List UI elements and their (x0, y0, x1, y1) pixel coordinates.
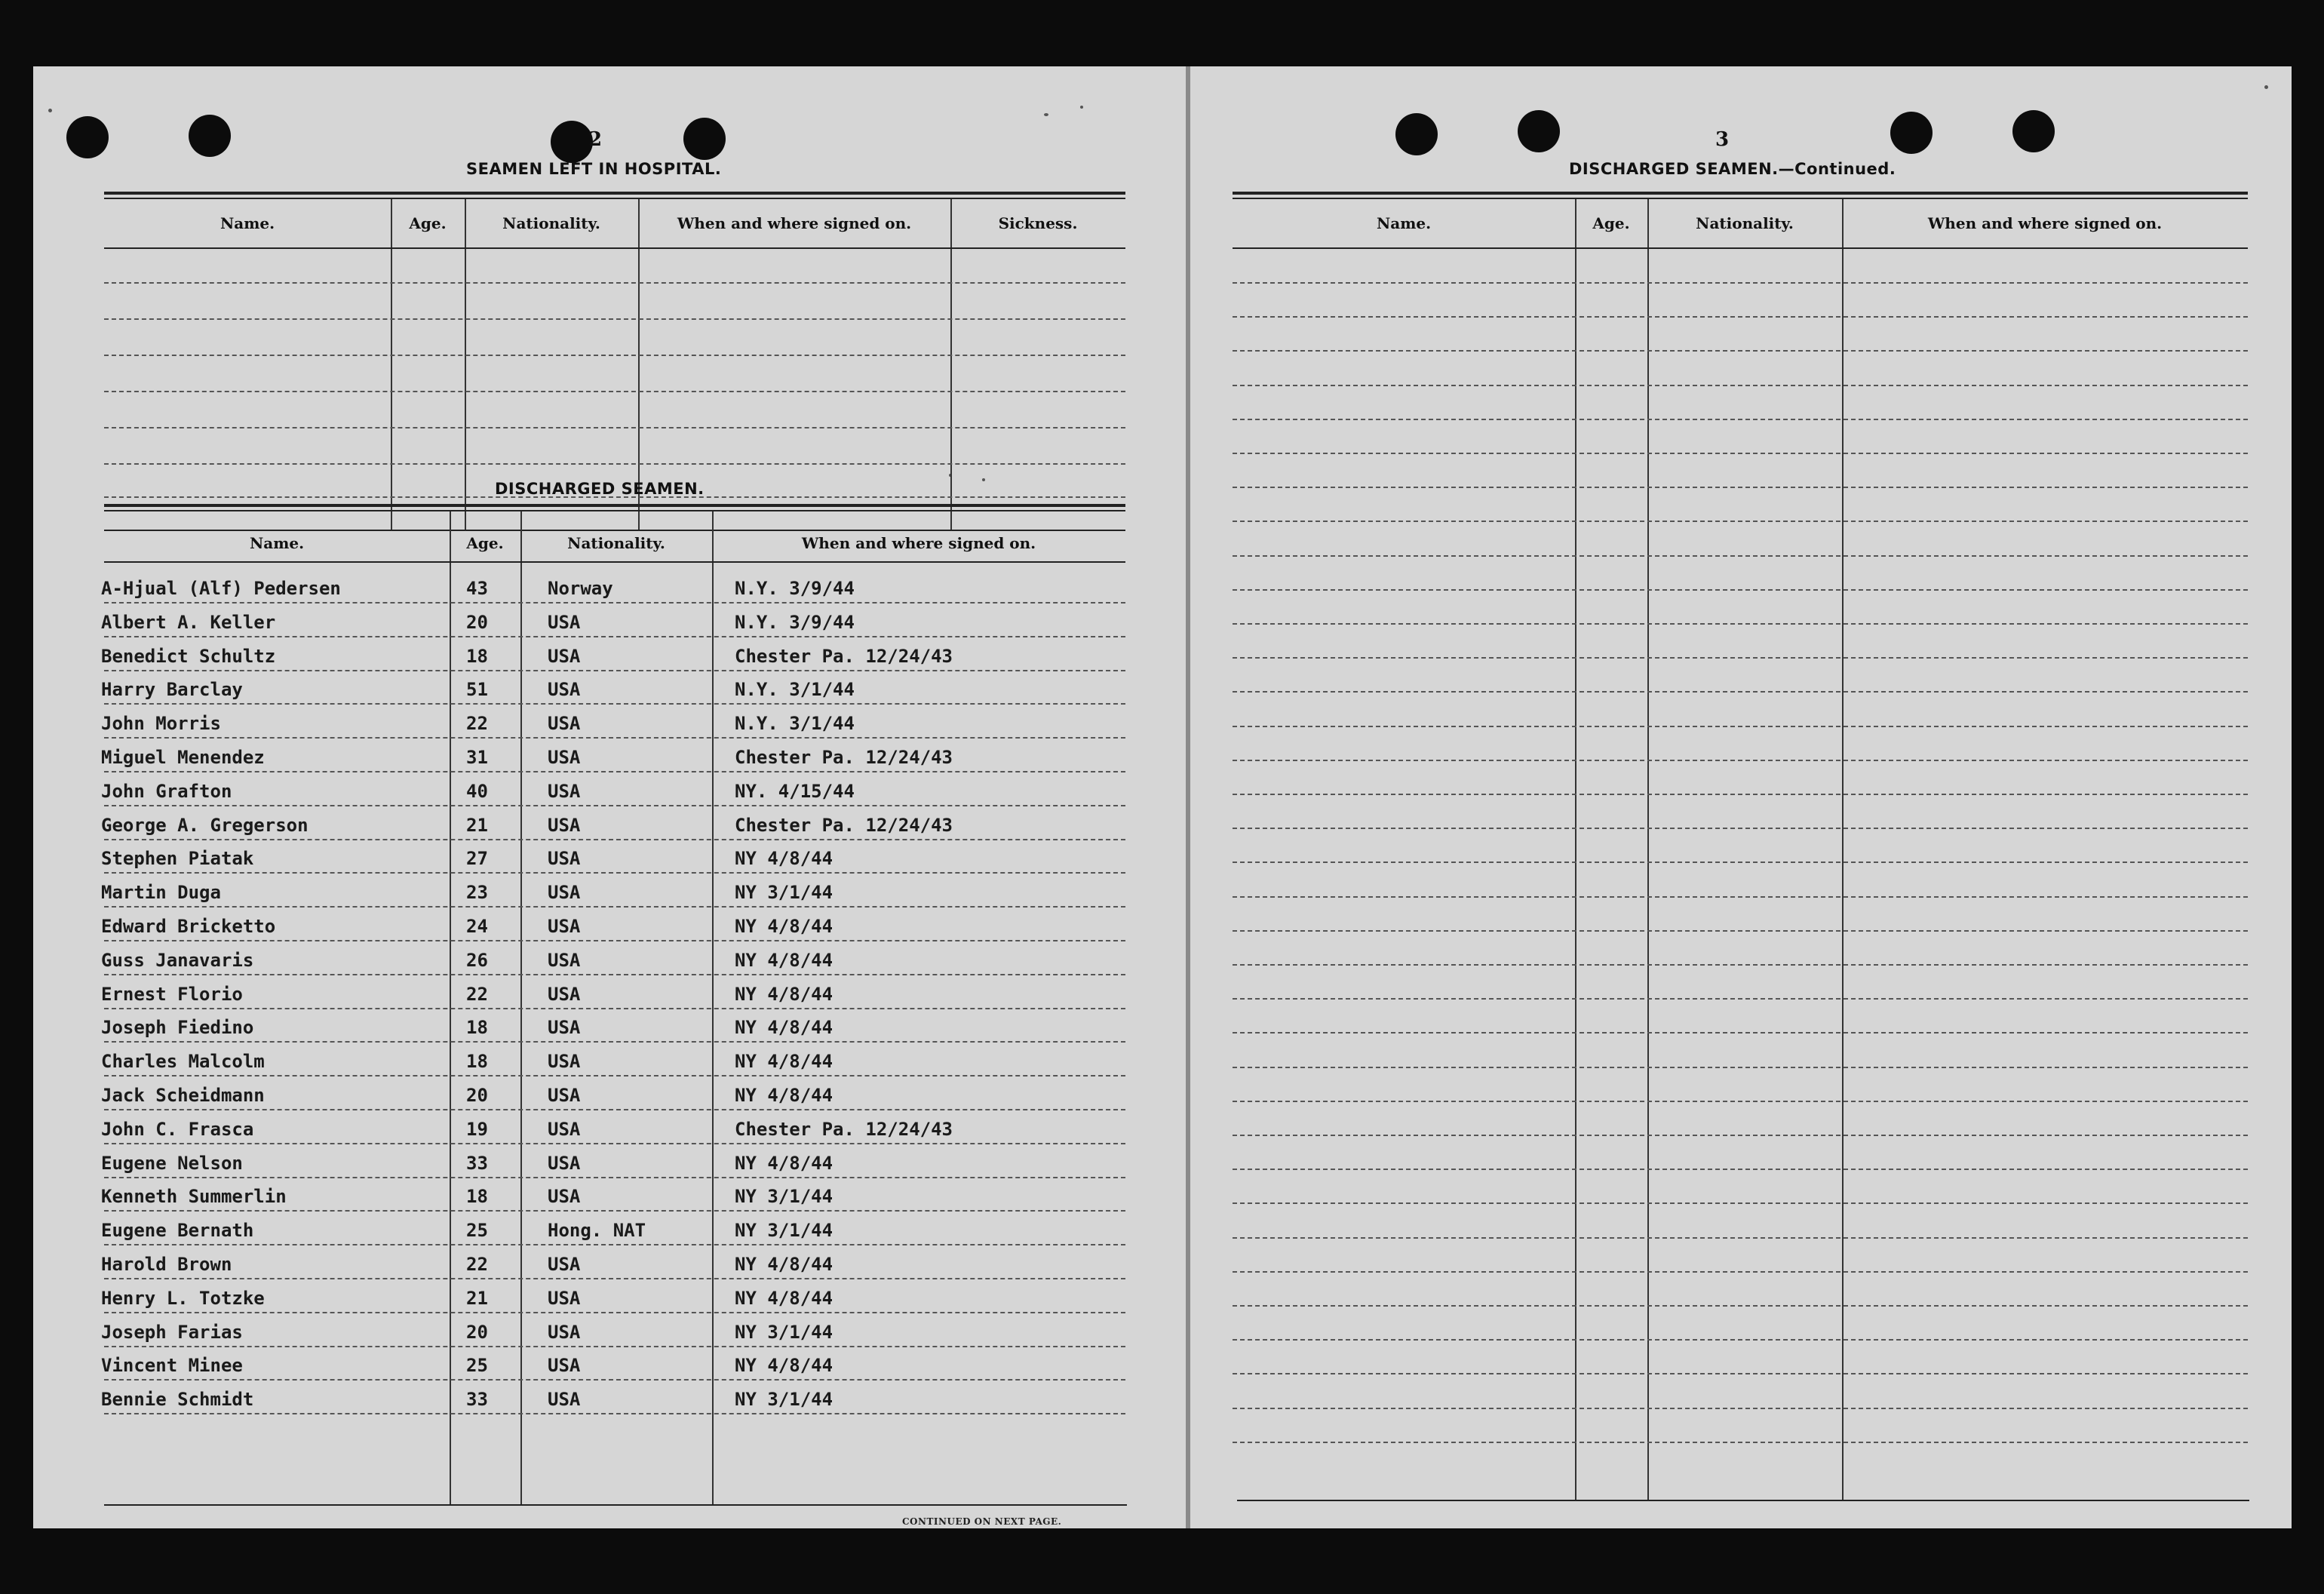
table-row (33, 741, 1127, 774)
entry-line (104, 805, 1125, 806)
seaman-nationality: USA (548, 1254, 581, 1275)
rule (1237, 1500, 2249, 1501)
seaman-name: George A. Gregerson (101, 815, 309, 836)
entry-line (104, 974, 1125, 975)
entry-line (1233, 1067, 2248, 1068)
entry-line (1233, 794, 2248, 795)
seaman-nationality: USA (548, 1355, 581, 1376)
seaman-name: Joseph Farias (101, 1322, 243, 1343)
seaman-age: 20 (466, 612, 488, 633)
entry-line (104, 1177, 1125, 1178)
continued-footer: CONTINUED ON NEXT PAGE. (902, 1516, 1062, 1527)
discharged-section-title: DISCHARGED SEAMEN. (495, 480, 705, 498)
page-fold (1186, 66, 1190, 1528)
entry-line (1233, 1442, 2248, 1443)
seaman-signed-on: NY 4/8/44 (735, 1288, 834, 1309)
entry-line (1233, 1237, 2248, 1239)
binder-hole (1395, 113, 1438, 155)
seaman-nationality: USA (548, 984, 581, 1005)
seaman-age: 18 (466, 1017, 488, 1038)
seaman-name: Bennie Schmidt (101, 1389, 254, 1410)
table-row (33, 944, 1127, 977)
entry-line (104, 1075, 1125, 1076)
table-row (33, 1113, 1127, 1146)
seaman-nationality: Norway (548, 578, 613, 599)
seaman-signed-on: NY 3/1/44 (735, 1220, 834, 1241)
table-row (33, 809, 1127, 842)
entry-line (104, 703, 1125, 705)
discharged-col-age: Age. (466, 534, 504, 552)
entry-line (1233, 282, 2248, 284)
rule (1233, 192, 2248, 195)
hospital-col-age: Age. (409, 214, 447, 232)
entry-line (1233, 1202, 2248, 1204)
entry-line (1233, 419, 2248, 420)
table-row (33, 1045, 1127, 1078)
seaman-age: 43 (466, 578, 488, 599)
rule (104, 510, 1125, 511)
entry-line (104, 771, 1125, 772)
entry-line (104, 839, 1125, 840)
seaman-nationality: USA (548, 848, 581, 869)
seaman-name: Kenneth Summerlin (101, 1186, 287, 1207)
seaman-signed-on: NY. 4/15/44 (735, 781, 855, 802)
seaman-signed-on: NY 4/8/44 (735, 848, 834, 869)
entry-line (104, 1379, 1125, 1381)
table-row (33, 1180, 1127, 1213)
seaman-signed-on: Chester Pa. 12/24/43 (735, 646, 953, 667)
seaman-signed-on: N.Y. 3/9/44 (735, 612, 855, 633)
seaman-age: 18 (466, 1186, 488, 1207)
table-row (33, 910, 1127, 943)
table-row (33, 1079, 1127, 1112)
table-row (33, 842, 1127, 875)
entry-line (1233, 861, 2248, 863)
entry-line (104, 737, 1125, 739)
seaman-age: 22 (466, 713, 488, 734)
seaman-signed-on: NY 3/1/44 (735, 1389, 834, 1410)
hospital-col-signed-on: When and where signed on. (677, 214, 912, 232)
entry-line (1233, 385, 2248, 386)
entry-line (1233, 623, 2248, 625)
entry-line (104, 1210, 1125, 1212)
seaman-name: Ernest Florio (101, 984, 243, 1005)
seaman-name: John Grafton (101, 781, 232, 802)
seaman-age: 21 (466, 1288, 488, 1309)
seaman-age: 31 (466, 747, 488, 768)
entry-line (1233, 998, 2248, 1000)
entry-line (1233, 657, 2248, 659)
seaman-name: Albert A. Keller (101, 612, 276, 633)
seaman-nationality: USA (548, 1119, 581, 1140)
seaman-nationality: USA (548, 1288, 581, 1309)
seaman-signed-on: NY 4/8/44 (735, 1355, 834, 1376)
continued-col-age: Age. (1592, 214, 1630, 232)
entry-line (104, 1413, 1125, 1414)
entry-line (104, 1312, 1125, 1313)
table-row (33, 606, 1127, 639)
entry-line (104, 391, 1125, 392)
entry-line (104, 463, 1125, 465)
seaman-age: 33 (466, 1389, 488, 1410)
entry-line (104, 1346, 1125, 1347)
entry-line (1233, 726, 2248, 727)
rule (104, 530, 1125, 531)
seaman-name: Edward Bricketto (101, 916, 276, 937)
seaman-age: 51 (466, 679, 488, 700)
rule (104, 1504, 1127, 1506)
entry-line (1233, 896, 2248, 898)
binder-hole (66, 116, 109, 158)
seaman-name: A-Hjual (Alf) Pedersen (101, 578, 341, 599)
seaman-age: 24 (466, 916, 488, 937)
table-row (33, 775, 1127, 808)
entry-line (104, 636, 1125, 637)
seaman-signed-on: NY 3/1/44 (735, 882, 834, 903)
seaman-signed-on: NY 4/8/44 (735, 984, 834, 1005)
column-divider (465, 199, 466, 531)
entry-line (104, 1008, 1125, 1009)
binder-hole (189, 115, 231, 157)
seaman-nationality: USA (548, 1186, 581, 1207)
seaman-name: Harry Barclay (101, 679, 243, 700)
speck (982, 478, 985, 481)
seaman-name: Harold Brown (101, 1254, 232, 1275)
seaman-nationality: USA (548, 646, 581, 667)
hospital-col-nationality: Nationality. (502, 214, 600, 232)
seaman-age: 20 (466, 1322, 488, 1343)
seaman-nationality: USA (548, 815, 581, 836)
entry-line (104, 355, 1125, 356)
seaman-name: Eugene Bernath (101, 1220, 254, 1241)
seaman-age: 21 (466, 815, 488, 836)
seaman-name: Eugene Nelson (101, 1153, 243, 1174)
entry-line (104, 427, 1125, 428)
entry-line (1233, 350, 2248, 352)
seaman-name: John Morris (101, 713, 221, 734)
entry-line (1233, 316, 2248, 318)
seaman-nationality: Hong. NAT (548, 1220, 646, 1241)
seaman-signed-on: NY 3/1/44 (735, 1186, 834, 1207)
seaman-signed-on: NY 3/1/44 (735, 1322, 834, 1343)
binder-hole (551, 121, 593, 163)
entry-line (1233, 1032, 2248, 1033)
seaman-age: 18 (466, 646, 488, 667)
entry-line (104, 906, 1125, 908)
seaman-signed-on: Chester Pa. 12/24/43 (735, 815, 953, 836)
rule (1233, 247, 2248, 249)
seaman-age: 25 (466, 1220, 488, 1241)
entry-line (1233, 1305, 2248, 1307)
continued-col-nationality: Nationality. (1696, 214, 1794, 232)
binder-hole (683, 118, 726, 160)
entry-line (104, 318, 1125, 320)
seaman-name: Jack Scheidmann (101, 1085, 265, 1106)
entry-line (1233, 1101, 2248, 1102)
binder-hole (2012, 110, 2055, 152)
seaman-nationality: USA (548, 950, 581, 971)
table-row (33, 1349, 1127, 1382)
column-divider (391, 199, 392, 531)
entry-line (1233, 691, 2248, 693)
seaman-nationality: USA (548, 916, 581, 937)
seaman-signed-on: Chester Pa. 12/24/43 (735, 1119, 953, 1140)
seaman-name: Vincent Minee (101, 1355, 243, 1376)
table-row (33, 673, 1127, 706)
entry-line (1233, 1169, 2248, 1170)
seaman-age: 23 (466, 882, 488, 903)
seaman-age: 33 (466, 1153, 488, 1174)
seaman-age: 22 (466, 984, 488, 1005)
seaman-signed-on: NY 4/8/44 (735, 1254, 834, 1275)
column-divider (950, 199, 952, 531)
rule (104, 561, 1125, 563)
seaman-signed-on: NY 4/8/44 (735, 916, 834, 937)
seaman-nationality: USA (548, 1085, 581, 1106)
discharged-col-name: Name. (249, 534, 305, 552)
entry-line (1233, 555, 2248, 557)
entry-line (104, 670, 1125, 671)
entry-line (1233, 1339, 2248, 1341)
rule (104, 192, 1125, 195)
seaman-age: 26 (466, 950, 488, 971)
seaman-name: John C. Frasca (101, 1119, 254, 1140)
seaman-signed-on: NY 4/8/44 (735, 1017, 834, 1038)
seaman-signed-on: N.Y. 3/9/44 (735, 578, 855, 599)
seaman-age: 20 (466, 1085, 488, 1106)
seaman-nationality: USA (548, 612, 581, 633)
seaman-age: 18 (466, 1051, 488, 1072)
entry-line (1233, 589, 2248, 591)
table-row (33, 1282, 1127, 1315)
seaman-nationality: USA (548, 781, 581, 802)
seaman-age: 27 (466, 848, 488, 869)
entry-line (1233, 521, 2248, 522)
table-row (33, 876, 1127, 909)
entry-line (1233, 1135, 2248, 1136)
seaman-name: Martin Duga (101, 882, 221, 903)
seaman-signed-on: NY 4/8/44 (735, 1085, 834, 1106)
seaman-signed-on: N.Y. 3/1/44 (735, 679, 855, 700)
document-sheet (33, 66, 2292, 1528)
seaman-nationality: USA (548, 747, 581, 768)
rule (1233, 198, 2248, 199)
page-number-left: 2 (588, 128, 603, 151)
hospital-section-title: SEAMEN LEFT IN HOSPITAL. (466, 160, 722, 178)
seaman-nationality: USA (548, 882, 581, 903)
binder-hole (1518, 110, 1560, 152)
seaman-age: 22 (466, 1254, 488, 1275)
table-row (33, 1147, 1127, 1180)
entry-line (1233, 1373, 2248, 1374)
entry-line (104, 1143, 1125, 1144)
continued-section-title: DISCHARGED SEAMEN.—Continued. (1569, 160, 1896, 178)
entry-line (1233, 453, 2248, 454)
seaman-age: 19 (466, 1119, 488, 1140)
seaman-nationality: USA (548, 1389, 581, 1410)
entry-line (1233, 760, 2248, 761)
rule (104, 247, 1125, 249)
seaman-name: Henry L. Totzke (101, 1288, 265, 1309)
seaman-nationality: USA (548, 1017, 581, 1038)
seaman-signed-on: Chester Pa. 12/24/43 (735, 747, 953, 768)
seaman-signed-on: NY 4/8/44 (735, 1153, 834, 1174)
seaman-name: Miguel Menendez (101, 747, 265, 768)
seaman-age: 25 (466, 1355, 488, 1376)
seaman-nationality: USA (548, 1051, 581, 1072)
seaman-nationality: USA (548, 1153, 581, 1174)
table-row (33, 1011, 1127, 1044)
seaman-signed-on: NY 4/8/44 (735, 1051, 834, 1072)
table-row (33, 707, 1127, 740)
table-row (33, 572, 1127, 605)
seaman-nationality: USA (548, 713, 581, 734)
entry-line (104, 872, 1125, 874)
table-row (33, 1316, 1127, 1349)
table-row (33, 1383, 1127, 1416)
entry-line (104, 1041, 1125, 1043)
table-row (33, 640, 1127, 673)
continued-col-signed-on: When and where signed on. (1927, 214, 2163, 232)
rule (104, 504, 1125, 507)
entry-line (1233, 487, 2248, 488)
speck (2264, 85, 2268, 89)
entry-line (1233, 930, 2248, 932)
discharged-col-nationality: Nationality. (567, 534, 665, 552)
entry-line (104, 602, 1125, 604)
table-row (33, 978, 1127, 1011)
seaman-signed-on: NY 4/8/44 (735, 950, 834, 971)
speck (1080, 106, 1083, 109)
seaman-signed-on: N.Y. 3/1/44 (735, 713, 855, 734)
binder-hole (1890, 112, 1933, 154)
entry-line (1233, 828, 2248, 829)
entry-line (104, 940, 1125, 941)
discharged-col-signed-on: When and where signed on. (801, 534, 1036, 552)
entry-line (104, 1278, 1125, 1279)
rule (104, 198, 1125, 199)
page-number-right: 3 (1715, 128, 1730, 151)
seaman-name: Stephen Piatak (101, 848, 254, 869)
entry-line (104, 1109, 1125, 1110)
seaman-nationality: USA (548, 1322, 581, 1343)
entry-line (104, 282, 1125, 284)
entry-line (1233, 964, 2248, 966)
seaman-age: 40 (466, 781, 488, 802)
entry-line (104, 1244, 1125, 1245)
seaman-name: Guss Janavaris (101, 950, 254, 971)
seaman-name: Benedict Schultz (101, 646, 276, 667)
entry-line (1233, 1271, 2248, 1273)
seaman-name: Charles Malcolm (101, 1051, 265, 1072)
entry-line (1233, 1408, 2248, 1409)
speck (48, 109, 52, 112)
hospital-col-name: Name. (220, 214, 275, 232)
seaman-nationality: USA (548, 679, 581, 700)
hospital-col-sickness: Sickness. (998, 214, 1078, 232)
seaman-name: Joseph Fiedino (101, 1017, 254, 1038)
table-row (33, 1248, 1127, 1281)
speck (1044, 113, 1048, 116)
continued-col-name: Name. (1376, 214, 1432, 232)
table-row (33, 1214, 1127, 1247)
